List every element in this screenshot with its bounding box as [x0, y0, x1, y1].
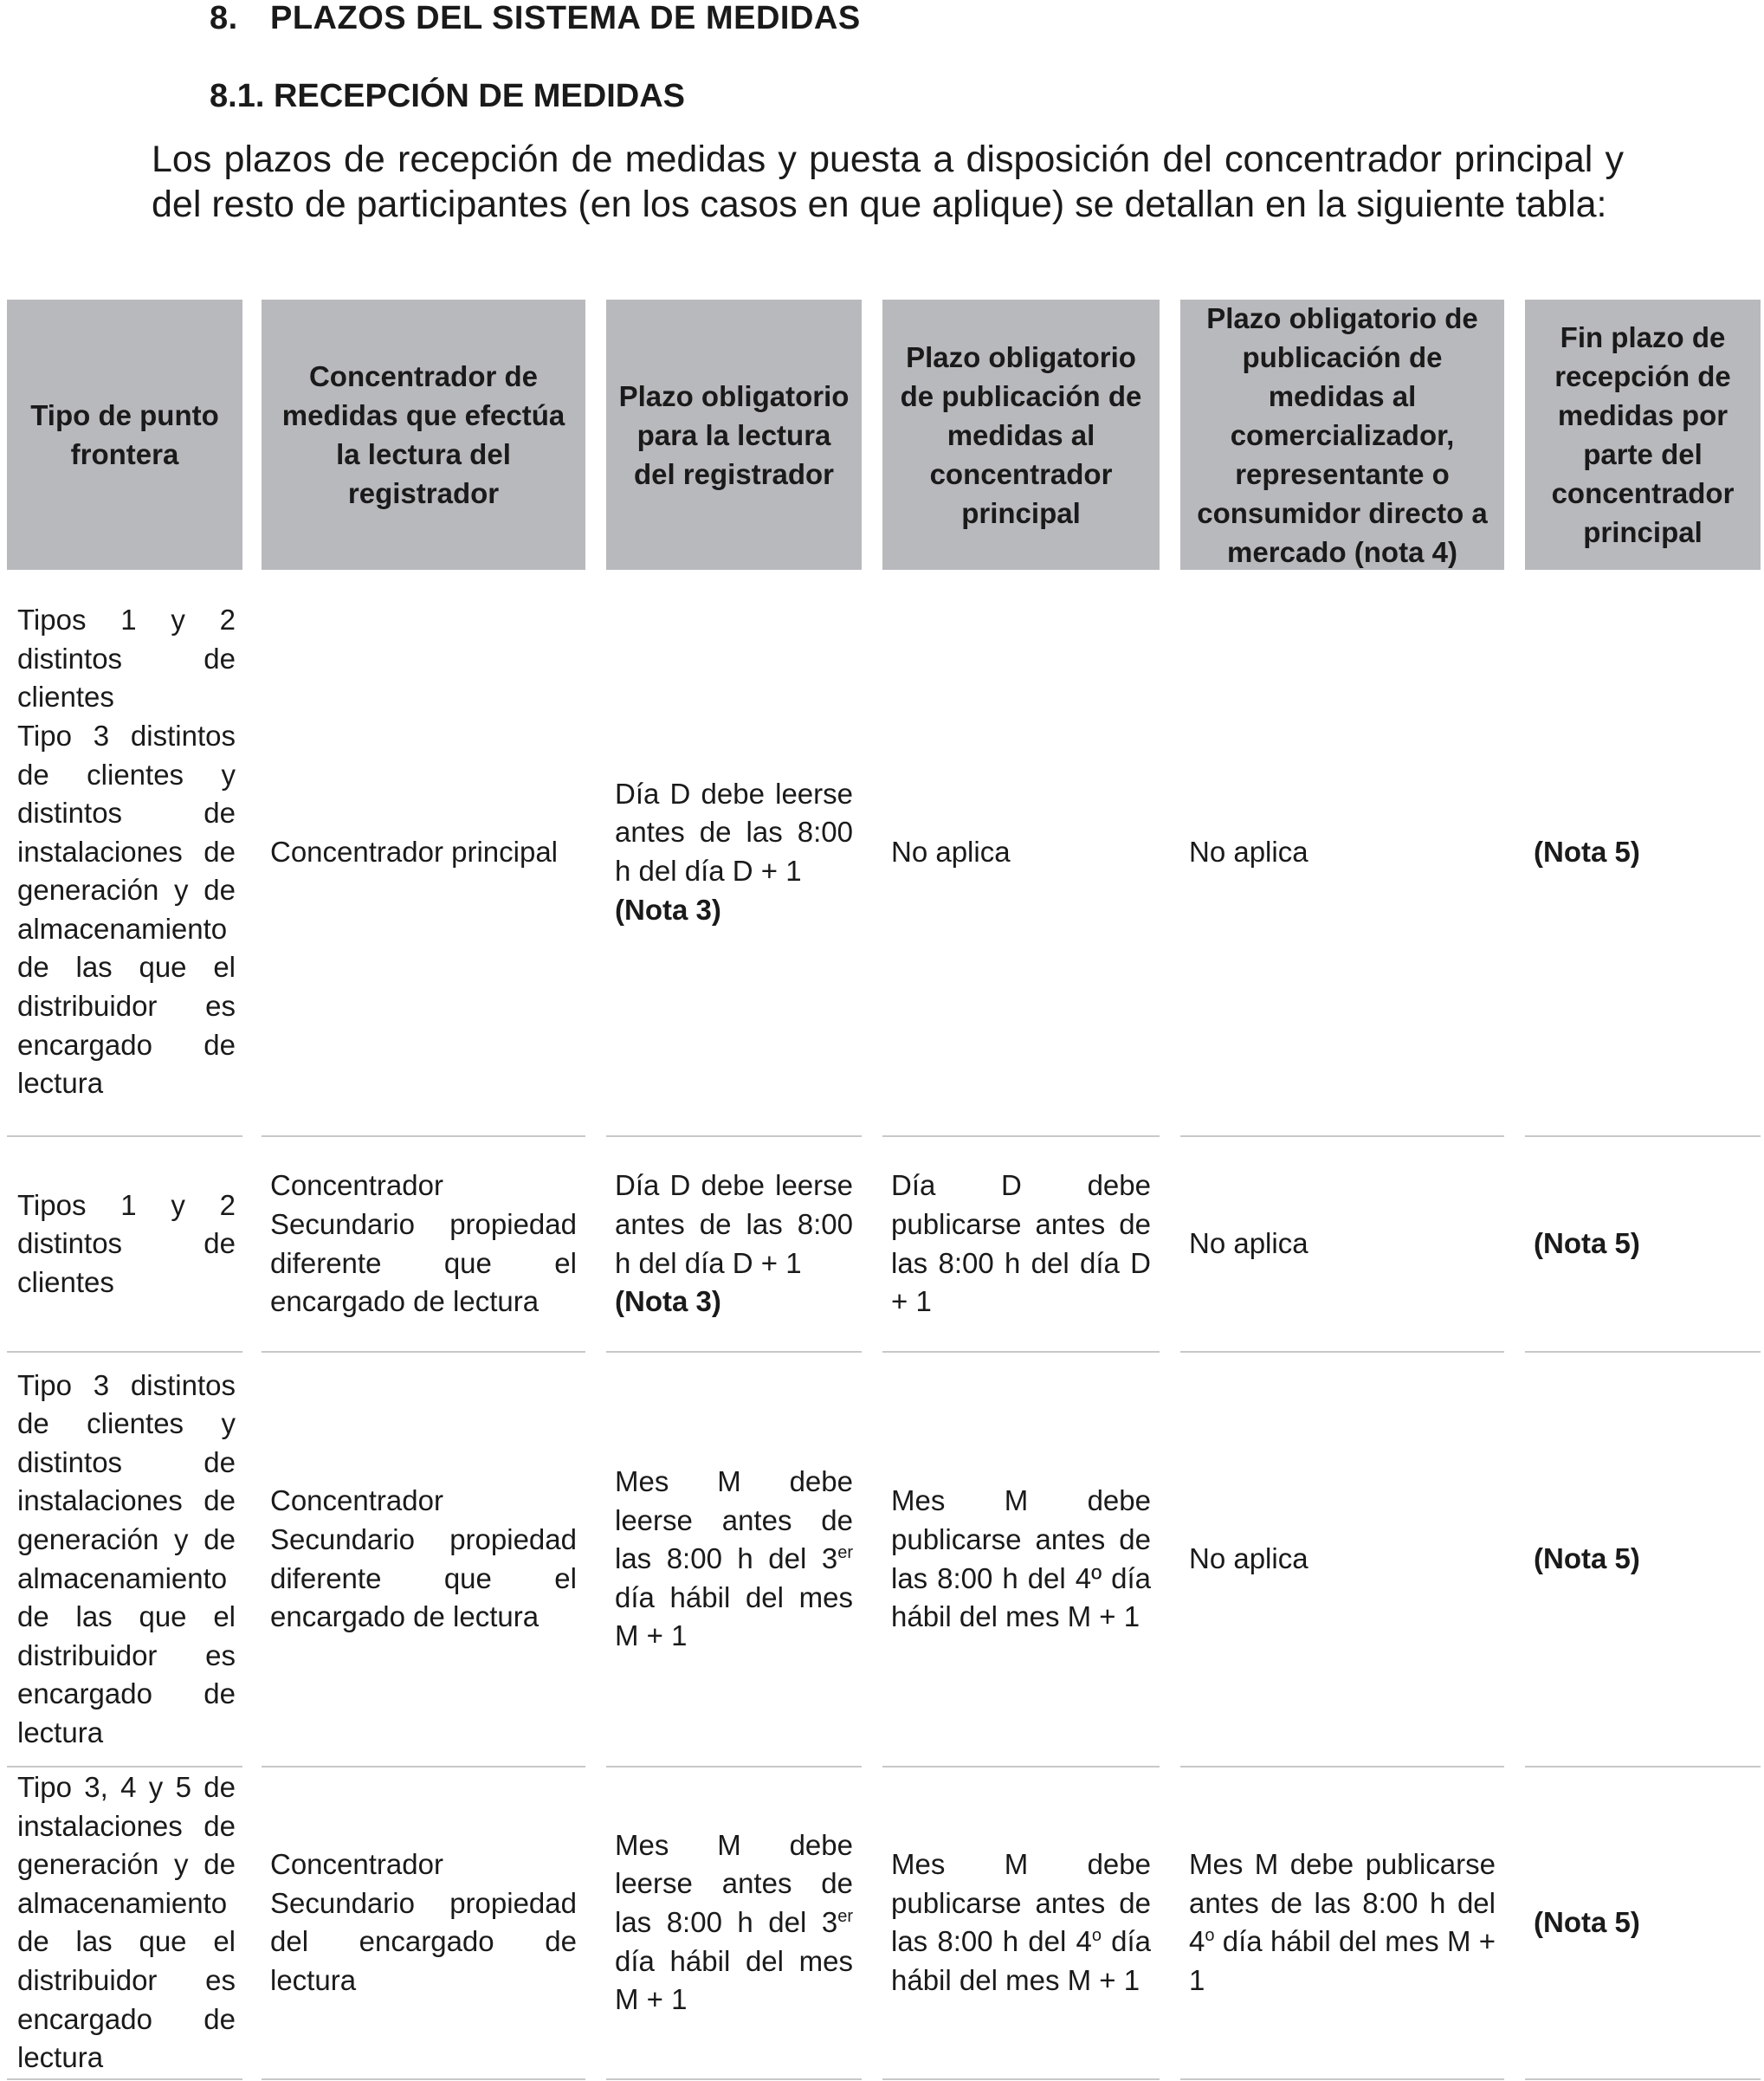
section-number: 8. — [210, 0, 238, 36]
table-cell: Concentrador Secundario propiedad del encargado de lectura — [270, 1848, 577, 1996]
header-cell: Plazo obligatorio de publicación de medidas al comercializador, representante o consumidor directo a mercado (nota 4) — [1180, 300, 1525, 570]
table-row — [0, 570, 1764, 1134]
subsection-heading — [210, 78, 685, 115]
cell-plazo-lectura: Día D debe leerse antes de las 8:00 h del día D + 1 — [615, 777, 853, 887]
table-cell: Mes M debe publicarse antes de las 8:00 h del 4º día hábil del mes M + 1 — [891, 1484, 1151, 1633]
table-cell: Concentrador Secundario propiedad diferente que el encargado de lectura — [270, 1169, 577, 1318]
table-cell: Mes M debe leerse antes de las 8:00 h del 3er día hábil del mes M + 1 — [615, 1465, 853, 1652]
plazos-table — [0, 300, 1764, 2081]
cell-tipo-b: Tipo 3 distintos de clientes y distintos de instalaciones de generación y de almacenamiento de las que el distribuidor es encargado de lectura — [17, 719, 236, 1100]
table-cell: No aplica — [891, 835, 1011, 868]
table-row — [0, 1138, 1764, 1350]
intro-paragraph: Los plazos de recepción de medidas y puesta a disposición del concentrador principal y del resto de participantes (en los casos en que aplique) se detallan en la siguiente tabla: — [152, 139, 1624, 225]
table-row — [0, 1768, 1764, 2078]
subsection-number: 8.1. — [210, 78, 265, 114]
table-cell: Concentrador principal — [270, 835, 559, 868]
section-title: PLAZOS DEL SISTEMA DE MEDIDAS — [270, 0, 861, 36]
table-cell: (Nota 5) — [1534, 1227, 1640, 1260]
table-cell: Mes M debe leerse antes de las 8:00 h del 3er día hábil del mes M + 1 — [615, 1828, 853, 2016]
header-cell: Plazo obligatorio para la lectura del registrador — [606, 300, 882, 570]
table-cell — [606, 1138, 882, 1350]
table-row — [0, 1354, 1764, 1765]
table-cell: Concentrador Secundario propiedad diferente que el encargado de lectura — [270, 1484, 577, 1633]
header-cell: Plazo obligatorio de publicación de medidas al concentrador principal — [882, 300, 1180, 570]
table-cell: Día D debe publicarse antes de las 8:00 h del día D + 1 — [891, 1169, 1151, 1318]
table-cell — [606, 570, 882, 1134]
header-cell: Tipo de punto frontera — [0, 300, 262, 570]
cell-tipo-a: Tipos 1 y 2 distintos de clientes — [17, 604, 236, 714]
table-cell: (Nota 5) — [1534, 1542, 1640, 1575]
table-cell: Tipo 3 distintos de clientes y distintos de instalaciones de generación y de almacenamiento de las que el distribuidor es encargado de lectura — [17, 1368, 236, 1748]
table-cell: Mes M debe publicarse antes de las 8:00 h del 4$^o$ día hábil del mes M + 1 — [891, 1848, 1151, 1996]
table-cell: No aplica — [1189, 1227, 1308, 1260]
cell-nota: (Nota 3) — [615, 1285, 721, 1318]
table-cell: (Nota 5) — [1534, 835, 1640, 868]
section-heading — [210, 0, 861, 37]
header-cell: Fin plazo de recepción de medidas por parte del concentrador principal — [1525, 300, 1764, 570]
table-cell — [0, 570, 262, 1134]
table-cell: (Nota 5) — [1534, 1906, 1640, 1939]
cell-plazo-lectura: Día D debe leerse antes de las 8:00 h del día D + 1 — [615, 1169, 853, 1279]
subsection-title: RECEPCIÓN DE MEDIDAS — [273, 78, 686, 114]
row-divider — [0, 2078, 1764, 2081]
header-cell: Concentrador de medidas que efectúa la lectura del registrador — [262, 300, 606, 570]
table-cell: Tipos 1 y 2 distintos de clientes — [17, 1188, 236, 1298]
table-cell: Mes M debe publicarse antes de las 8:00 h del 4$^o$ día hábil del mes M + 1 — [1189, 1848, 1496, 1996]
table-cell: Tipo 3, 4 y 5 de instalaciones de generación y de almacenamiento de las que el distribuidor es encargado de lectura — [17, 1771, 236, 2074]
table-cell: No aplica — [1189, 835, 1308, 868]
table-cell: No aplica — [1189, 1542, 1308, 1575]
table-header-row — [0, 300, 1764, 570]
cell-nota: (Nota 3) — [615, 893, 721, 926]
